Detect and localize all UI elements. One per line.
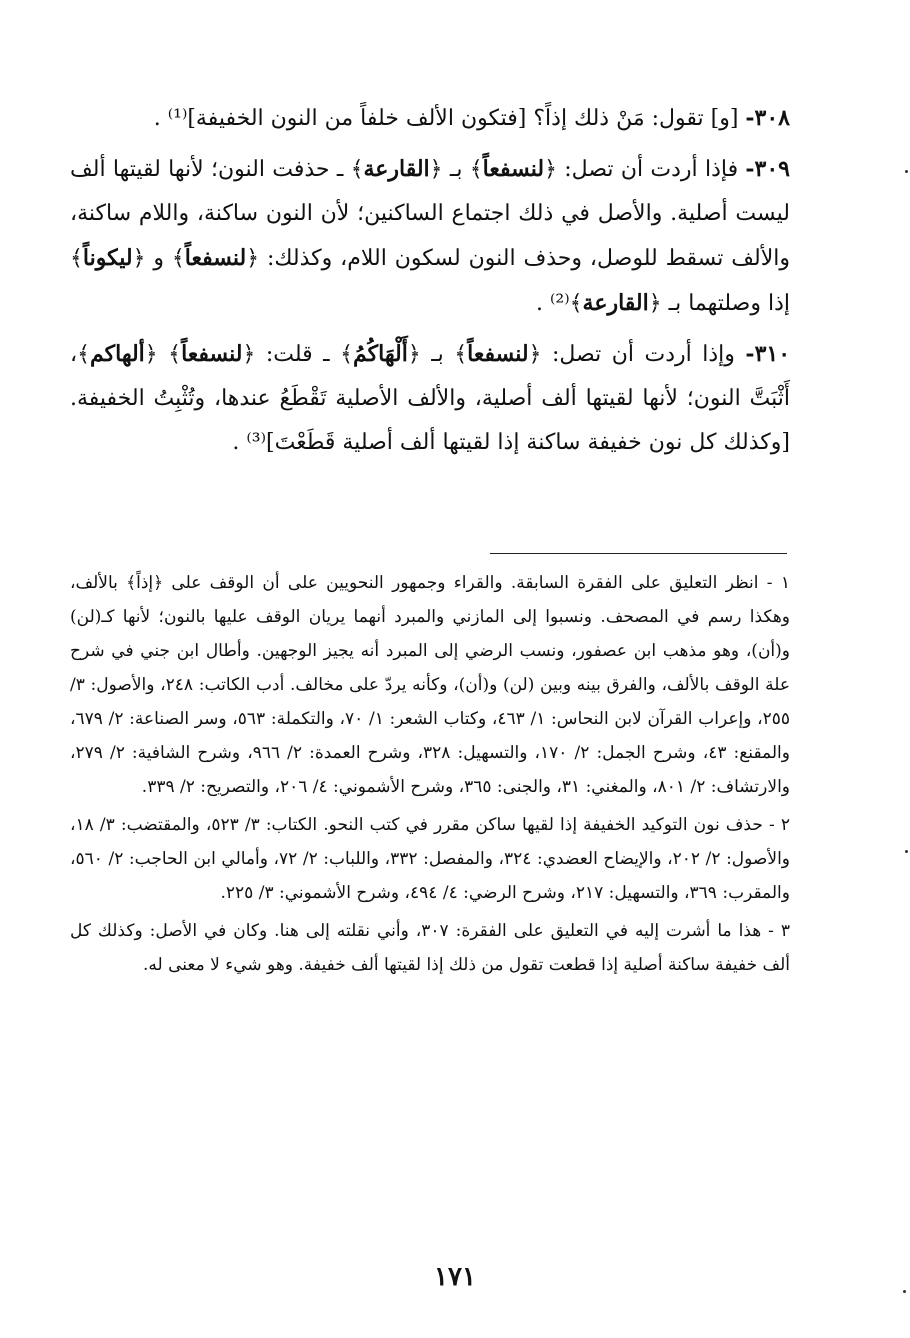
paragraph-text: ﴾ بـ ﴿ — [429, 157, 483, 182]
quran-word: ألهاكم — [90, 341, 145, 367]
footnote-3: ٣ - هذا ما أشرت إليه في التعليق على الفقرة: ٣٠٧، وأني نقلته إلى هنا. وكان في الأصل: وكذلك كل ألف خفيفة ساكنة أصلية إذا قطعت تقول من ذلك إذا لقيتها ألف خفيفة. وهو شيء لا معنى له. — [70, 921, 790, 975]
paragraph-text: ﴾، أَثْبَتَّ النون؛ لأنها لقيتها ألف أصلية، والألف الأصلية تَقْطَعُ عندها، وتُثْبِتُ الخفيفة. [وكذلك كل نون خفيفة ساكنة إذا لقيتها ألف أصلية قَطَعْتَ]⁽³⁾ . — [70, 342, 790, 455]
quran-word: القارعة — [363, 156, 430, 182]
quran-word: أَلْهَاكُمُ — [353, 341, 408, 367]
quran-word: لنسفعاً — [181, 341, 243, 367]
paragraph-text: ﴾ ﴿ — [144, 342, 182, 367]
quran-word: لنسفعاً — [482, 156, 545, 182]
footnote-1: ١ - انظر التعليق على الفقرة السابقة. والقراء وجمهور النحويين على أن الوقف على ﴿إذاً﴾ بالألف، وهكذا رسم في المصحف. ونسبوا إلى المازني والمبرد أنهما يريان الوقف عليها بالنون؛ لأنها كـ(لن) و(أن)، وهو مذهب ابن عصفور، ونسب الرضي إلى المبرد أنه يجيز الوجهين. وأطال ابن جني في شرح علة الوقف بالألف، والفرق بينه وبين (لن) و(أن)، وكأنه يردّ على مخالف. أدب الكاتب: ٢٤٨، والأصول: ٣/ ٢٥٥، وإعراب القرآن لابن النحاس: ١/ ٤٦٣، وكتاب الشعر: ١/ ٧٠، والتكملة: ٥٦٣، وسر الصناعة: ٢/ ٦٧٩، والمقنع: ٤٣، وشرح الجمل: ٢/ ١٧٠، والتسهيل: ٣٢٨، وشرح العمدة: ٢/ ٩٦٦، وشرح الشافية: ٢/ ٢٧٩، والارتشاف: ٢/ ٨٠١، والمغني: ٣١، والجنى: ٣٦٥، وشرح الأشموني: ٤/ ٢٠٦، والتصريح: ٢/ ٣٣٩. — [70, 573, 791, 797]
paragraph-number: ٣٠٩- — [745, 156, 790, 182]
paragraph-number: ٣٠٨- — [745, 105, 790, 131]
quran-word: لنسفعاً — [184, 245, 247, 271]
scan-speck — [905, 850, 908, 853]
paragraph-308 — [70, 96, 790, 141]
footnote-2: ٢ - حذف نون التوكيد الخفيفة إذا لقيها ساكن مقرر في كتب النحو. الكتاب: ٣/ ٥٢٣، والمقتضب: ٣/ ١٨، والأصول: ٢/ ٢٠٢، والإيضاح العضدي: ٣٢٤، والمفصل: ٣٣٢، واللباب: ٢/ ٧٢، وأمالي ابن الحاجب: ٢/ ٥٦٠، والمقرب: ٣٦٩، والتسهيل: ٢١٧، وشرح الرضي: ٤/ ٤٩٤، وشرح الأشموني: ٣/ ٢٢٥. — [70, 815, 790, 903]
footnote-separator — [490, 553, 787, 554]
scan-speck — [905, 170, 908, 173]
paragraph-number: ٣١٠- — [745, 341, 791, 367]
quran-word: ليكوناً — [82, 245, 133, 271]
quran-word: لنسفعاً — [467, 341, 529, 367]
paragraph-text: ﴾⁽²⁾ . — [536, 291, 583, 316]
main-text — [70, 96, 790, 471]
paragraph-text: وإذا أردت أن تصل: ﴿ — [528, 342, 735, 367]
paragraph-text: ﴾ إذا وصلتهما بـ ﴿ — [70, 246, 790, 316]
scan-speck — [903, 1290, 906, 1293]
paragraph-text: ﴾ ـ قلت: ﴿ — [242, 342, 354, 367]
paragraph-text: ﴾ و ﴿ — [132, 246, 185, 271]
footnotes — [70, 566, 790, 986]
paragraph-310 — [70, 332, 790, 465]
paragraph-text: فإذا أردت أن تصل: ﴿ — [544, 157, 739, 182]
paragraph-text: ﴾ بـ ﴿ — [407, 342, 468, 367]
paragraph-text: ﴾ ـ حذفت النون؛ لأنها لقيتها ألف ليست أصلية. والأصل في ذلك اجتماع الساكنين؛ لأن النون ساكنة، واللام ساكنة، والألف تسقط للوصل، وحذف النون لسكون اللام، وكذلك: ﴿ — [70, 157, 790, 271]
page-number: ١٧١ — [434, 1262, 476, 1292]
paragraph-text: [و] تقول: مَنْ ذلك إذاً؟ [فتكون الألف خلفاً من النون الخفيفة]⁽¹⁾ . — [153, 106, 739, 131]
paragraph-309 — [70, 147, 790, 326]
quran-word: القارعة — [582, 290, 649, 316]
